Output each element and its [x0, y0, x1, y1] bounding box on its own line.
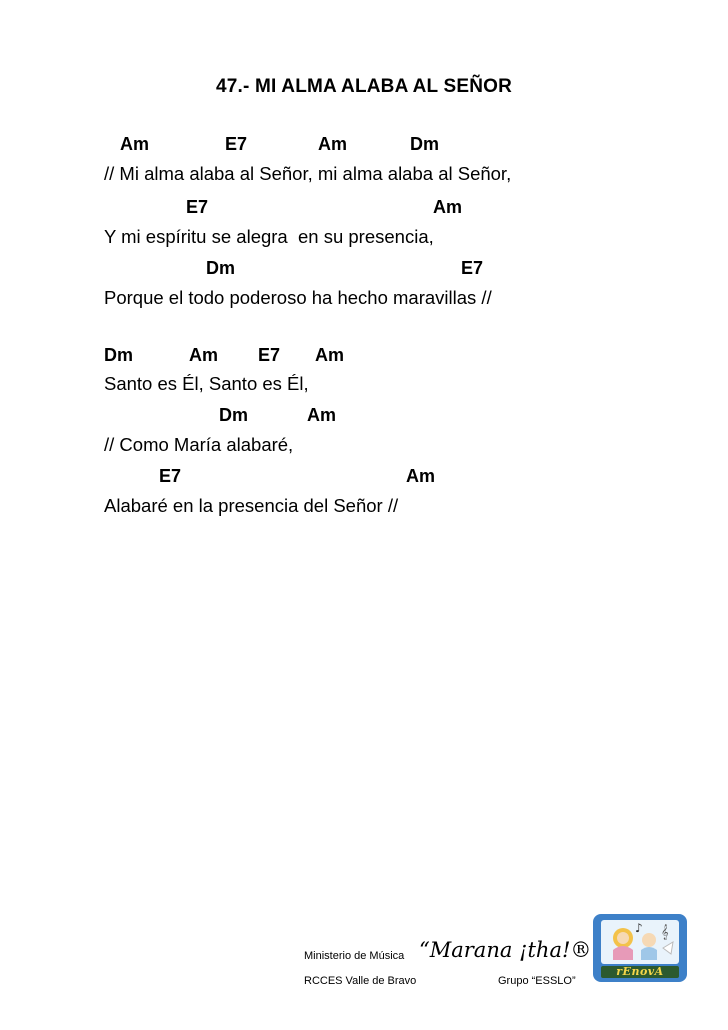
footer-marana: “Marana ¡tha!® [419, 938, 592, 962]
svg-text:♪: ♪ [635, 921, 643, 935]
chord: Am [406, 466, 436, 486]
chord: Am [307, 405, 337, 425]
lyric-line: Porque el todo poderoso ha hecho maravillas // [104, 287, 492, 308]
chord: Am [120, 134, 150, 154]
lyric-line: Alabaré en la presencia del Señor // [104, 495, 399, 516]
chord: Am [318, 134, 348, 154]
chord: E7 [258, 345, 281, 365]
chord: E7 [159, 466, 182, 486]
chord: E7 [461, 258, 484, 278]
chord: E7 [225, 134, 248, 154]
renova-logo [593, 914, 687, 982]
footer-rcces: RCCES Valle de Bravo [304, 975, 417, 987]
chord: Dm [104, 345, 134, 365]
logo-artwork [601, 920, 679, 964]
lyric-line: Y mi espíritu se alegra en su presencia, [104, 226, 434, 247]
chord: Am [315, 345, 345, 365]
logo-word: rEnovA [616, 965, 664, 978]
footer-grupo: Grupo “ESSLO” [498, 975, 576, 987]
angels-music-icon [601, 920, 679, 964]
lyric-line: // Mi alma alaba al Señor, mi alma alaba al Señor, [104, 163, 512, 184]
chord: Dm [410, 134, 440, 154]
chord: Dm [219, 405, 249, 425]
lyric-line: // Como María alabaré, [104, 434, 294, 455]
chord: E7 [186, 197, 209, 217]
lyric-line: Santo es Él, Santo es Él, [104, 373, 309, 394]
chord: Am [189, 345, 219, 365]
chord: Am [433, 197, 463, 217]
chord: Dm [206, 258, 236, 278]
song-title: 47.- MI ALMA ALABA AL SEÑOR [215, 76, 513, 97]
svg-text:𝄞: 𝄞 [661, 925, 669, 940]
footer-ministerio: Ministerio de Música [304, 950, 405, 962]
